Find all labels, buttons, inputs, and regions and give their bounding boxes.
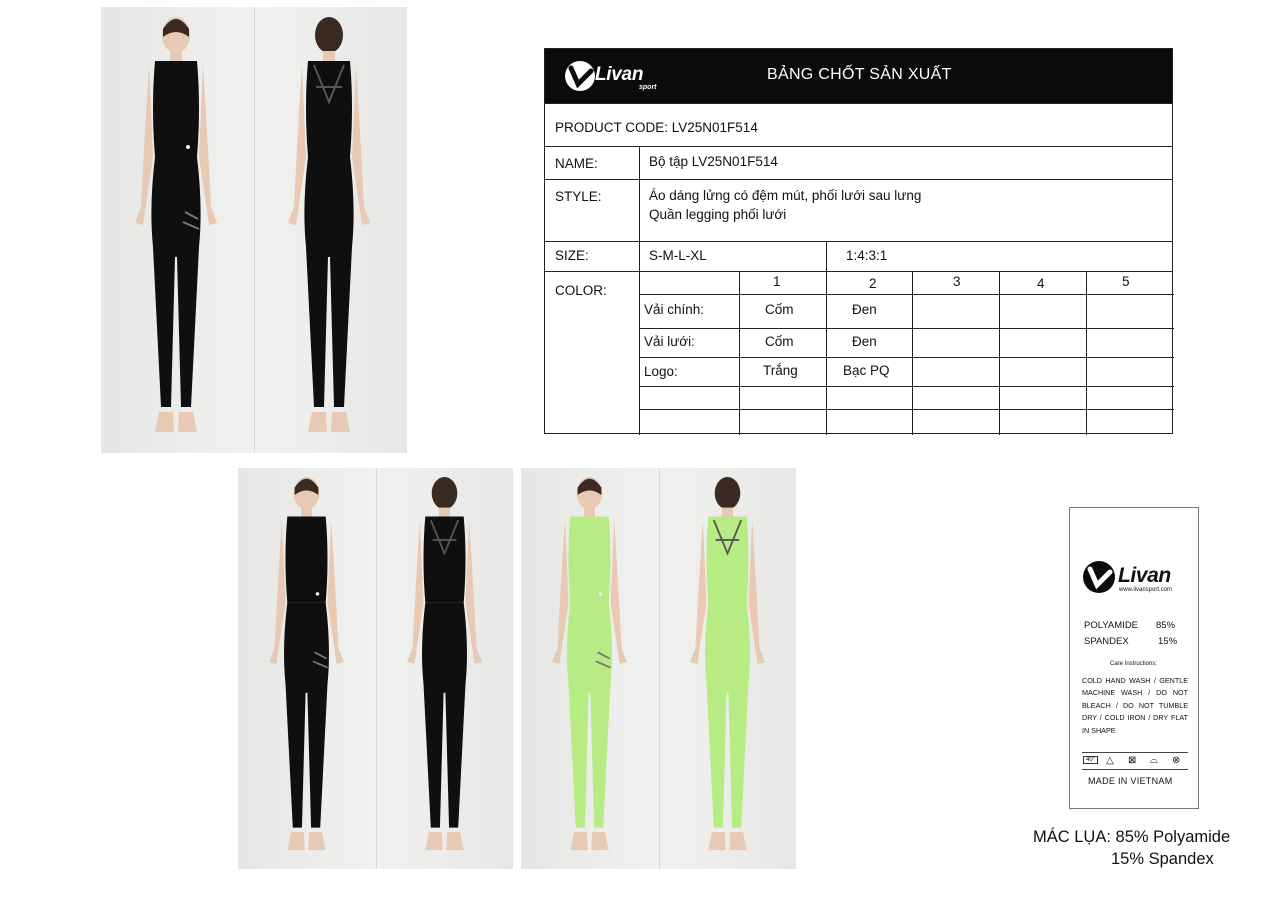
care-instructions-title: Care Instructions: [1110, 661, 1158, 667]
product-code: PRODUCT CODE: LV25N01F514 [555, 120, 758, 135]
logo-color-2: Bạc PQ [843, 363, 890, 378]
figure-front [521, 468, 658, 869]
style-label: STYLE: [555, 189, 602, 204]
main-fabric-color-2: Đen [852, 302, 877, 317]
product-photo-green [521, 468, 796, 869]
no-tumble-dry-icon: ⊠ [1128, 755, 1137, 766]
brand-sub: sport [639, 84, 657, 91]
care-label [1069, 507, 1199, 809]
iron-icon: ⌓ [1150, 755, 1158, 766]
size-label: SIZE: [555, 248, 589, 263]
product-photo-black-bottom [238, 468, 513, 869]
figure-back [376, 468, 513, 869]
livan-logo-icon [1082, 560, 1116, 594]
figure-front [238, 468, 375, 869]
size-ratio: 1:4:3:1 [846, 248, 888, 263]
name-label: NAME: [555, 156, 598, 171]
row-label-main-fabric: Vải chính: [644, 302, 705, 317]
care-instructions: COLD HAND WASH / GENTLE MACHINE WASH / DO NOT BLEACH / DO NOT TUMBLE DRY / COLD IRON / DRY FLAT IN SHAPE [1082, 676, 1188, 735]
color-col-4: 4 [1037, 276, 1045, 291]
logo-color-1: Trắng [763, 363, 798, 378]
mesh-fabric-color-2: Đen [852, 334, 877, 349]
figure-back [659, 468, 796, 869]
no-bleach-icon: △ [1106, 755, 1114, 766]
row-label-logo: Logo: [644, 364, 678, 379]
color-label: COLOR: [555, 283, 607, 298]
care-brand-name: Livan [1118, 564, 1171, 587]
sheet-header [545, 49, 1172, 103]
color-col-5: 5 [1122, 274, 1130, 289]
brand-url: www.livansport.com [1119, 587, 1173, 593]
care-symbols [1082, 752, 1188, 770]
fiber-pct-1: 85% [1156, 620, 1176, 631]
livan-logo-icon [563, 59, 597, 93]
sheet-title: BẢNG CHỐT SẢN XUẤT [767, 66, 952, 83]
color-col-3: 3 [953, 274, 961, 289]
production-spec-table [544, 48, 1173, 434]
figure-front [101, 7, 251, 453]
style-line-2: Quần legging phối lưới [649, 207, 787, 222]
brand-name: Livan [595, 64, 644, 85]
mac-lua-line-2: 15% Spandex [1111, 850, 1214, 868]
product-photo-black-top [101, 7, 407, 453]
size-value: S-M-L-XL [649, 248, 707, 263]
main-fabric-color-1: Cốm [765, 302, 794, 317]
row-label-mesh-fabric: Vải lưới: [644, 334, 695, 349]
fiber-pct-2: 15% [1158, 636, 1178, 647]
wash-temp-icon: 40° [1083, 756, 1098, 764]
style-line-1: Áo dáng lửng có đệm mút, phối lưới sau lưng [649, 188, 922, 203]
made-in-label: MADE IN VIETNAM [1088, 776, 1173, 786]
name-value: Bộ tập LV25N01F514 [649, 154, 778, 169]
color-col-1: 1 [773, 274, 781, 289]
no-dry-clean-icon: ⊗ [1172, 755, 1181, 766]
fiber-name-2: SPANDEX [1084, 636, 1129, 647]
fiber-name-1: POLYAMIDE [1084, 620, 1139, 631]
figure-back [254, 7, 404, 453]
mac-lua-line-1: MÁC LỤA: 85% Polyamide [1033, 828, 1231, 846]
mesh-fabric-color-1: Cốm [765, 334, 794, 349]
color-col-2: 2 [869, 276, 877, 291]
